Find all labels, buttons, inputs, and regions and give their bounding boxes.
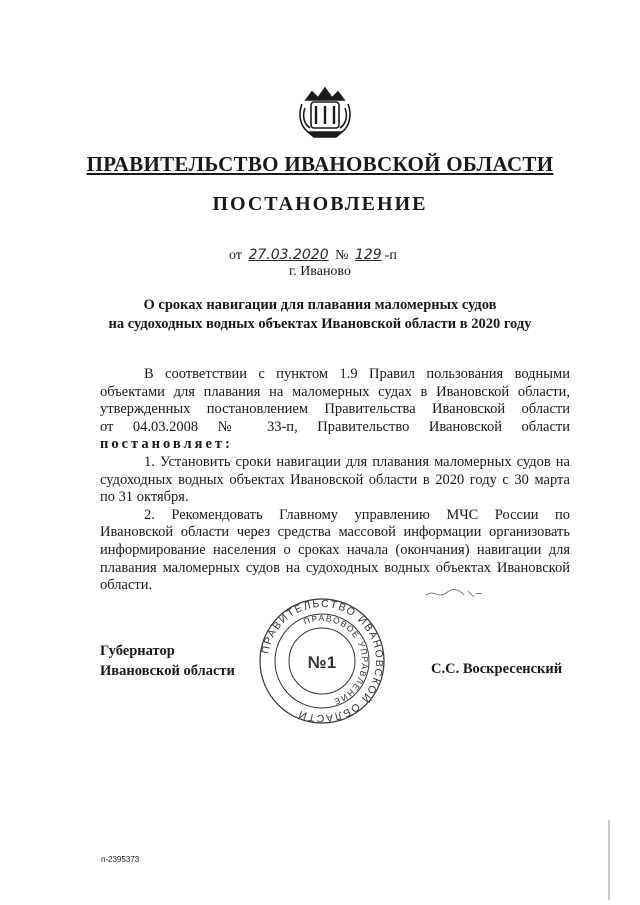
handwritten-number: 129 <box>354 247 382 263</box>
signature-scribble <box>424 583 484 603</box>
government-title: ПРАВИТЕЛЬСТВО ИВАНОВСКОЙ ОБЛАСТИ <box>86 152 554 176</box>
seal-center-text: №1 <box>307 653 337 672</box>
registration-number: п-2395373 <box>101 855 140 864</box>
body-line: плавания маломерных судов на судоходных водных объектах Ивановской <box>100 559 570 576</box>
body-line: 2. Рекомендовать Главному управлению МЧС России по <box>144 506 570 523</box>
seal-inner-text: ПРАВОВОЕ УПРАВЛЕНИЕ <box>302 612 371 708</box>
body-line: В соответствии с пунктом 1.9 Правил пользования водными <box>144 366 570 382</box>
handwritten-date: 27.03.2020 <box>248 247 329 263</box>
subject-line-2: на судоходных водных объектах Ивановской области в 2020 году <box>108 316 532 332</box>
scan-edge-mark <box>604 820 614 900</box>
official-seal <box>258 597 386 725</box>
coat-of-arms-emblem <box>296 82 354 142</box>
city-line: г. Иваново <box>289 264 351 279</box>
decree-body <box>100 366 570 595</box>
body-line: судоходных водных объектах Ивановской области в 2020 году с 30 марта <box>100 471 570 488</box>
subject-line-1: О сроках навигации для плавания маломерных судов <box>143 297 497 313</box>
body-line: по 31 октября. <box>100 489 189 506</box>
body-line: утвержденных постановлением Правительства Ивановской области <box>100 401 570 418</box>
date-prefix: от <box>229 248 242 263</box>
seal-outer-text: ПРАВИТЕЛЬСТВО ИВАНОВСКОЙ ОБЛАСТИ <box>259 597 386 725</box>
body-line: Ивановской области через средства массовой информации организовать <box>100 524 570 541</box>
signer-title <box>100 641 235 681</box>
number-prefix: № <box>335 248 349 263</box>
number-suffix: -п <box>384 248 397 263</box>
decides-word: постановляет: <box>100 436 233 453</box>
signer-title-line-2: Ивановской области <box>100 663 235 679</box>
signer-name: С.С. Воскресенский <box>431 661 563 677</box>
document-type-title: ПОСТАНОВЛЕНИЕ <box>212 193 428 215</box>
body-line: объектами для плавания на маломерных судах в Ивановской области, <box>100 383 570 400</box>
body-line: от 04.03.2008 № 33-п, Правительство Ивановской области <box>100 418 570 435</box>
body-line: информирование населения о сроках начала (окончания) навигации для <box>100 541 570 558</box>
signer-title-line-1: Губернатор <box>100 643 175 659</box>
decree-subject <box>0 296 640 334</box>
body-line: области. <box>100 577 153 594</box>
date-number-line <box>229 247 397 264</box>
body-line: 1. Установить сроки навигации для плавания маломерных судов на <box>144 453 570 470</box>
